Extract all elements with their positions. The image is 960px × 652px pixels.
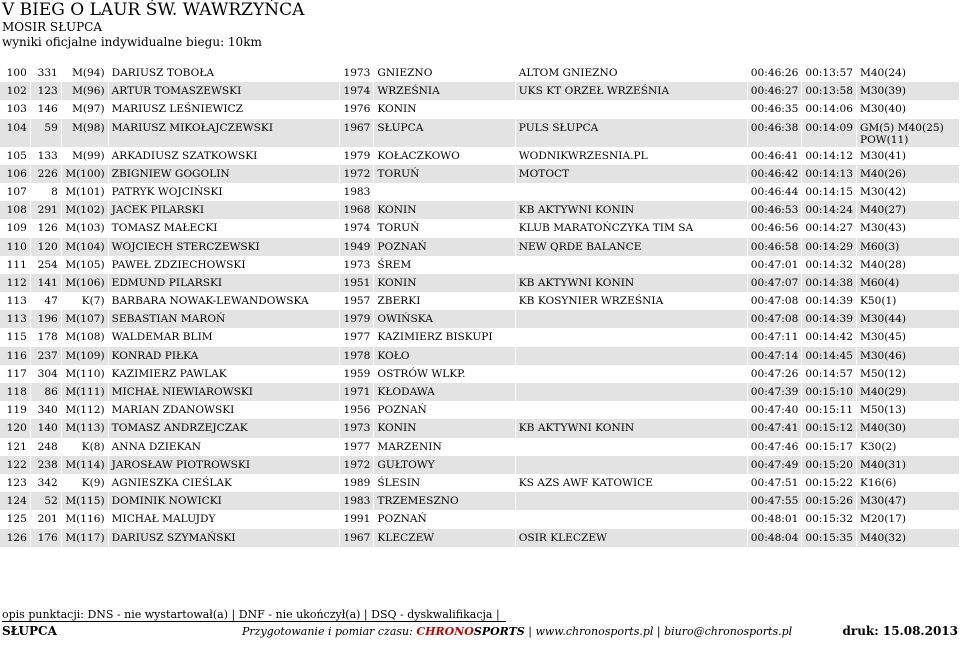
- city-cell: OSTRÓW WLKP.: [374, 365, 515, 383]
- gap-cell: 00:15:22: [802, 474, 857, 492]
- city-cell: GNIEZNO: [374, 64, 515, 82]
- print-date: druk: 15.08.2013: [842, 624, 958, 638]
- club-cell: [515, 456, 747, 474]
- category-place-cell: M(104): [61, 238, 108, 256]
- category-place-cell: K(7): [61, 292, 108, 310]
- gap-cell: 00:15:11: [802, 401, 857, 419]
- table-row: [0, 365, 960, 383]
- name-cell: JACEK PILARSKI: [108, 201, 340, 219]
- time-cell: 00:47:01: [747, 256, 802, 274]
- time-cell: 00:47:07: [747, 274, 802, 292]
- table-row: [0, 492, 960, 510]
- birth-year-cell: 1972: [340, 456, 374, 474]
- table-row: [0, 219, 960, 237]
- city-cell: KŁODAWA: [374, 383, 515, 401]
- time-cell: 00:47:49: [747, 456, 802, 474]
- city-cell: TRZEMESZNO: [374, 492, 515, 510]
- club-cell: [515, 100, 747, 118]
- position-cell: 113: [0, 292, 30, 310]
- name-cell: BARBARA NOWAK-LEWANDOWSKA: [108, 292, 340, 310]
- age-category-cell: M30(46): [856, 347, 959, 365]
- club-cell: [515, 183, 747, 201]
- birth-year-cell: 1956: [340, 401, 374, 419]
- city-cell: POZNAŃ: [374, 510, 515, 528]
- name-cell: WALDEMAR BLIM: [108, 328, 340, 346]
- name-cell: DARIUSZ SZYMAŃSKI: [108, 529, 340, 547]
- event-place: MOSIR SŁUPCA: [2, 20, 103, 34]
- city-cell: [374, 183, 515, 201]
- gap-cell: 00:15:17: [802, 438, 857, 456]
- name-cell: JAROSŁAW PIOTROWSKI: [108, 456, 340, 474]
- table-row: [0, 147, 960, 165]
- gap-cell: 00:14:09: [802, 119, 857, 147]
- club-cell: OSIR KLECZEW: [515, 529, 747, 547]
- table-row: [0, 82, 960, 100]
- name-cell: ZBIGNIEW GOGOLIN: [108, 165, 340, 183]
- time-cell: 00:47:40: [747, 401, 802, 419]
- category-place-cell: M(99): [61, 147, 108, 165]
- timing-credit-contact: | www.chronosports.pl | biuro@chronosports.pl: [524, 625, 793, 638]
- name-cell: MICHAŁ MALUJDY: [108, 510, 340, 528]
- category-place-cell: M(102): [61, 201, 108, 219]
- category-place-cell: M(110): [61, 365, 108, 383]
- time-cell: 00:46:53: [747, 201, 802, 219]
- club-cell: [515, 310, 747, 328]
- time-cell: 00:47:39: [747, 383, 802, 401]
- bib-cell: 331: [30, 64, 61, 82]
- results-table: [0, 64, 960, 547]
- position-cell: 117: [0, 365, 30, 383]
- age-category-cell: M40(29): [856, 383, 959, 401]
- age-category-cell: M30(42): [856, 183, 959, 201]
- age-category-cell: M30(44): [856, 310, 959, 328]
- time-cell: 00:46:26: [747, 64, 802, 82]
- table-row: [0, 419, 960, 437]
- table-row: [0, 328, 960, 346]
- position-cell: 106: [0, 165, 30, 183]
- position-cell: 112: [0, 274, 30, 292]
- category-place-cell: M(94): [61, 64, 108, 82]
- club-cell: MOTOCT: [515, 165, 747, 183]
- birth-year-cell: 1979: [340, 147, 374, 165]
- category-place-cell: M(115): [61, 492, 108, 510]
- table-row: [0, 456, 960, 474]
- club-cell: KB AKTYWNI KONIN: [515, 274, 747, 292]
- age-category-cell: M20(17): [856, 510, 959, 528]
- name-cell: DOMINIK NOWICKI: [108, 492, 340, 510]
- position-cell: 104: [0, 119, 30, 147]
- category-place-cell: M(101): [61, 183, 108, 201]
- brand-sports: SPORTS: [473, 625, 525, 638]
- scoring-legend: opis punktacji: DNS - nie wystartował(a) | DNF - nie ukończył(a) | DSQ - dyskwalifikacja |: [2, 608, 506, 622]
- category-place-cell: M(111): [61, 383, 108, 401]
- club-cell: [515, 401, 747, 419]
- time-cell: 00:46:27: [747, 82, 802, 100]
- gap-cell: 00:14:32: [802, 256, 857, 274]
- club-cell: KB KOSYNIER WRZEŚNIA: [515, 292, 747, 310]
- time-cell: 00:46:58: [747, 238, 802, 256]
- club-cell: WODNIKWRZESNIA.PL: [515, 147, 747, 165]
- name-cell: MARIUSZ MIKOŁAJCZEWSKI: [108, 119, 340, 147]
- time-cell: 00:46:42: [747, 165, 802, 183]
- club-cell: [515, 438, 747, 456]
- birth-year-cell: 1974: [340, 219, 374, 237]
- time-cell: 00:47:11: [747, 328, 802, 346]
- table-row: [0, 401, 960, 419]
- table-row: [0, 119, 960, 147]
- gap-cell: 00:14:45: [802, 347, 857, 365]
- time-cell: 00:46:35: [747, 100, 802, 118]
- birth-year-cell: 1976: [340, 100, 374, 118]
- gap-cell: 00:15:10: [802, 383, 857, 401]
- gap-cell: 00:15:32: [802, 510, 857, 528]
- birth-year-cell: 1978: [340, 347, 374, 365]
- age-category-cell: M30(47): [856, 492, 959, 510]
- name-cell: ARKADIUSZ SZATKOWSKI: [108, 147, 340, 165]
- birth-year-cell: 1957: [340, 292, 374, 310]
- name-cell: ARTUR TOMASZEWSKI: [108, 82, 340, 100]
- gap-cell: 00:15:26: [802, 492, 857, 510]
- bib-cell: 237: [30, 347, 61, 365]
- club-cell: PULS SŁUPCA: [515, 119, 747, 147]
- name-cell: EDMUND PILARSKI: [108, 274, 340, 292]
- category-place-cell: M(103): [61, 219, 108, 237]
- position-cell: 122: [0, 456, 30, 474]
- table-row: [0, 256, 960, 274]
- gap-cell: 00:14:39: [802, 292, 857, 310]
- time-cell: 00:46:56: [747, 219, 802, 237]
- city-cell: KONIN: [374, 100, 515, 118]
- age-category-cell: M40(32): [856, 529, 959, 547]
- position-cell: 120: [0, 419, 30, 437]
- city-cell: KOŁO: [374, 347, 515, 365]
- time-cell: 00:47:46: [747, 438, 802, 456]
- position-cell: 111: [0, 256, 30, 274]
- bib-cell: 291: [30, 201, 61, 219]
- gap-cell: 00:15:20: [802, 456, 857, 474]
- club-cell: KB AKTYWNI KONIN: [515, 419, 747, 437]
- category-place-cell: M(98): [61, 119, 108, 147]
- gap-cell: 00:13:58: [802, 82, 857, 100]
- name-cell: TOMASZ ANDRZEJCZAK: [108, 419, 340, 437]
- brand-chrono: CHRONO: [416, 625, 474, 638]
- timing-credit-prefix: Przygotowanie i pomiar czasu:: [242, 625, 417, 638]
- club-cell: [515, 383, 747, 401]
- position-cell: 116: [0, 347, 30, 365]
- name-cell: PATRYK WOJCIŃSKI: [108, 183, 340, 201]
- time-cell: 00:47:26: [747, 365, 802, 383]
- city-cell: KOŁACZKOWO: [374, 147, 515, 165]
- club-cell: KS AZS AWF KATOWICE: [515, 474, 747, 492]
- birth-year-cell: 1983: [340, 183, 374, 201]
- age-category-cell: K50(1): [856, 292, 959, 310]
- category-place-cell: M(107): [61, 310, 108, 328]
- category-place-cell: M(108): [61, 328, 108, 346]
- position-cell: 100: [0, 64, 30, 82]
- position-cell: 110: [0, 238, 30, 256]
- bib-cell: 248: [30, 438, 61, 456]
- position-cell: 102: [0, 82, 30, 100]
- gap-cell: 00:14:27: [802, 219, 857, 237]
- gap-cell: 00:14:57: [802, 365, 857, 383]
- table-row: [0, 438, 960, 456]
- age-category-cell: M30(39): [856, 82, 959, 100]
- birth-year-cell: 1991: [340, 510, 374, 528]
- age-category-cell: M40(26): [856, 165, 959, 183]
- age-category-cell: K30(2): [856, 438, 959, 456]
- gap-cell: 00:14:29: [802, 238, 857, 256]
- bib-cell: 342: [30, 474, 61, 492]
- bib-cell: 254: [30, 256, 61, 274]
- bib-cell: 304: [30, 365, 61, 383]
- gap-cell: 00:15:12: [802, 419, 857, 437]
- position-cell: 113: [0, 310, 30, 328]
- birth-year-cell: 1971: [340, 383, 374, 401]
- event-title: V BIEG O LAUR ŚW. WAWRZYŃCA: [2, 0, 305, 20]
- bib-cell: 146: [30, 100, 61, 118]
- time-cell: 00:46:38: [747, 119, 802, 147]
- bib-cell: 8: [30, 183, 61, 201]
- gap-cell: 00:13:57: [802, 64, 857, 82]
- city-cell: OWIŃSKA: [374, 310, 515, 328]
- club-cell: UKS KT ORZEŁ WRZEŚNIA: [515, 82, 747, 100]
- club-cell: NEW QRDE BALANCE: [515, 238, 747, 256]
- name-cell: WOJCIECH STERCZEWSKI: [108, 238, 340, 256]
- category-place-cell: M(116): [61, 510, 108, 528]
- time-cell: 00:48:01: [747, 510, 802, 528]
- position-cell: 105: [0, 147, 30, 165]
- birth-year-cell: 1973: [340, 419, 374, 437]
- bib-cell: 140: [30, 419, 61, 437]
- category-place-cell: M(106): [61, 274, 108, 292]
- age-category-cell: M60(3): [856, 238, 959, 256]
- birth-year-cell: 1979: [340, 310, 374, 328]
- position-cell: 121: [0, 438, 30, 456]
- age-category-cell: M50(12): [856, 365, 959, 383]
- gap-cell: 00:14:12: [802, 147, 857, 165]
- table-row: [0, 510, 960, 528]
- city-cell: KONIN: [374, 419, 515, 437]
- age-category-cell: GM(5) M40(25) POW(11): [856, 119, 959, 147]
- gap-cell: 00:14:39: [802, 310, 857, 328]
- time-cell: 00:46:44: [747, 183, 802, 201]
- table-row: [0, 310, 960, 328]
- time-cell: 00:47:08: [747, 310, 802, 328]
- gap-cell: 00:14:06: [802, 100, 857, 118]
- name-cell: KONRAD PIŁKA: [108, 347, 340, 365]
- age-category-cell: M30(43): [856, 219, 959, 237]
- birth-year-cell: 1968: [340, 201, 374, 219]
- name-cell: KAZIMIERZ PAWLAK: [108, 365, 340, 383]
- bib-cell: 133: [30, 147, 61, 165]
- category-place-cell: M(97): [61, 100, 108, 118]
- birth-year-cell: 1977: [340, 328, 374, 346]
- name-cell: MARIAN ZDANOWSKI: [108, 401, 340, 419]
- age-category-cell: M30(45): [856, 328, 959, 346]
- name-cell: SEBASTIAN MAROŃ: [108, 310, 340, 328]
- table-row: [0, 292, 960, 310]
- age-category-cell: M40(27): [856, 201, 959, 219]
- table-row: [0, 238, 960, 256]
- name-cell: TOMASZ MAŁECKI: [108, 219, 340, 237]
- position-cell: 108: [0, 201, 30, 219]
- bib-cell: 238: [30, 456, 61, 474]
- position-cell: 124: [0, 492, 30, 510]
- age-category-cell: M40(24): [856, 64, 959, 82]
- bib-cell: 123: [30, 82, 61, 100]
- name-cell: MARIUSZ LEŚNIEWICZ: [108, 100, 340, 118]
- bib-cell: 47: [30, 292, 61, 310]
- city-cell: POZNAŃ: [374, 401, 515, 419]
- bib-cell: 196: [30, 310, 61, 328]
- city-cell: MARZENIN: [374, 438, 515, 456]
- table-row: [0, 165, 960, 183]
- position-cell: 107: [0, 183, 30, 201]
- bib-cell: 178: [30, 328, 61, 346]
- bib-cell: 176: [30, 529, 61, 547]
- name-cell: DARIUSZ TOBOŁA: [108, 64, 340, 82]
- age-category-cell: M50(13): [856, 401, 959, 419]
- time-cell: 00:47:41: [747, 419, 802, 437]
- footer-city: SŁUPCA: [2, 624, 57, 638]
- bib-cell: 120: [30, 238, 61, 256]
- city-cell: POZNAŃ: [374, 238, 515, 256]
- table-row: [0, 529, 960, 547]
- club-cell: ALTOM GNIEZNO: [515, 64, 747, 82]
- club-cell: [515, 328, 747, 346]
- club-cell: [515, 256, 747, 274]
- gap-cell: 00:14:24: [802, 201, 857, 219]
- birth-year-cell: 1967: [340, 529, 374, 547]
- age-category-cell: M60(4): [856, 274, 959, 292]
- bib-cell: 126: [30, 219, 61, 237]
- city-cell: KAZIMIERZ BISKUPI: [374, 328, 515, 346]
- category-place-cell: K(8): [61, 438, 108, 456]
- table-row: [0, 183, 960, 201]
- gap-cell: 00:14:15: [802, 183, 857, 201]
- birth-year-cell: 1972: [340, 165, 374, 183]
- position-cell: 118: [0, 383, 30, 401]
- age-category-cell: M40(30): [856, 419, 959, 437]
- gap-cell: 00:14:13: [802, 165, 857, 183]
- table-row: [0, 100, 960, 118]
- category-place-cell: M(105): [61, 256, 108, 274]
- position-cell: 125: [0, 510, 30, 528]
- birth-year-cell: 1974: [340, 82, 374, 100]
- timing-credit: [242, 625, 792, 638]
- age-category-cell: M30(40): [856, 100, 959, 118]
- bib-cell: 86: [30, 383, 61, 401]
- age-category-cell: M40(31): [856, 456, 959, 474]
- city-cell: KONIN: [374, 201, 515, 219]
- time-cell: 00:47:14: [747, 347, 802, 365]
- city-cell: WRZEŚNIA: [374, 82, 515, 100]
- position-cell: 126: [0, 529, 30, 547]
- gap-cell: 00:14:38: [802, 274, 857, 292]
- category-place-cell: K(9): [61, 474, 108, 492]
- position-cell: 123: [0, 474, 30, 492]
- results-subtitle: wyniki oficjalne indywidualne biegu: 10km: [2, 35, 262, 49]
- birth-year-cell: 1973: [340, 64, 374, 82]
- category-place-cell: M(100): [61, 165, 108, 183]
- page-header: [2, 0, 304, 50]
- bib-cell: 201: [30, 510, 61, 528]
- bib-cell: 59: [30, 119, 61, 147]
- category-place-cell: M(117): [61, 529, 108, 547]
- table-row: [0, 383, 960, 401]
- city-cell: ŚREM: [374, 256, 515, 274]
- club-cell: KLUB MARATOŃCZYKA TIM SA: [515, 219, 747, 237]
- club-cell: KB AKTYWNI KONIN: [515, 201, 747, 219]
- category-place-cell: M(109): [61, 347, 108, 365]
- category-place-cell: M(96): [61, 82, 108, 100]
- city-cell: KLECZEW: [374, 529, 515, 547]
- age-category-cell: M30(41): [856, 147, 959, 165]
- birth-year-cell: 1959: [340, 365, 374, 383]
- gap-cell: 00:15:35: [802, 529, 857, 547]
- birth-year-cell: 1949: [340, 238, 374, 256]
- table-row: [0, 201, 960, 219]
- birth-year-cell: 1967: [340, 119, 374, 147]
- bib-cell: 141: [30, 274, 61, 292]
- bib-cell: 340: [30, 401, 61, 419]
- position-cell: 109: [0, 219, 30, 237]
- table-row: [0, 474, 960, 492]
- time-cell: 00:47:51: [747, 474, 802, 492]
- category-place-cell: M(112): [61, 401, 108, 419]
- birth-year-cell: 1977: [340, 438, 374, 456]
- club-cell: [515, 510, 747, 528]
- name-cell: AGNIESZKA CIEŚLAK: [108, 474, 340, 492]
- city-cell: TORUŃ: [374, 219, 515, 237]
- category-place-cell: M(114): [61, 456, 108, 474]
- age-category-cell: M40(28): [856, 256, 959, 274]
- time-cell: 00:47:55: [747, 492, 802, 510]
- bib-cell: 52: [30, 492, 61, 510]
- bib-cell: 226: [30, 165, 61, 183]
- category-place-cell: M(113): [61, 419, 108, 437]
- table-row: [0, 274, 960, 292]
- time-cell: 00:46:41: [747, 147, 802, 165]
- name-cell: MICHAŁ NIEWIAROWSKI: [108, 383, 340, 401]
- gap-cell: 00:14:42: [802, 328, 857, 346]
- city-cell: ZBERKI: [374, 292, 515, 310]
- position-cell: 115: [0, 328, 30, 346]
- position-cell: 103: [0, 100, 30, 118]
- club-cell: [515, 365, 747, 383]
- city-cell: KONIN: [374, 274, 515, 292]
- time-cell: 00:48:04: [747, 529, 802, 547]
- time-cell: 00:47:08: [747, 292, 802, 310]
- club-cell: [515, 347, 747, 365]
- city-cell: GUŁTOWY: [374, 456, 515, 474]
- birth-year-cell: 1951: [340, 274, 374, 292]
- table-row: [0, 347, 960, 365]
- table-row: [0, 64, 960, 82]
- birth-year-cell: 1989: [340, 474, 374, 492]
- city-cell: SŁUPCA: [374, 119, 515, 147]
- birth-year-cell: 1983: [340, 492, 374, 510]
- age-category-cell: K16(6): [856, 474, 959, 492]
- birth-year-cell: 1973: [340, 256, 374, 274]
- position-cell: 119: [0, 401, 30, 419]
- name-cell: ANNA DZIEKAN: [108, 438, 340, 456]
- city-cell: ŚLESIN: [374, 474, 515, 492]
- city-cell: TORUŃ: [374, 165, 515, 183]
- name-cell: PAWEŁ ZDZIECHOWSKI: [108, 256, 340, 274]
- club-cell: [515, 492, 747, 510]
